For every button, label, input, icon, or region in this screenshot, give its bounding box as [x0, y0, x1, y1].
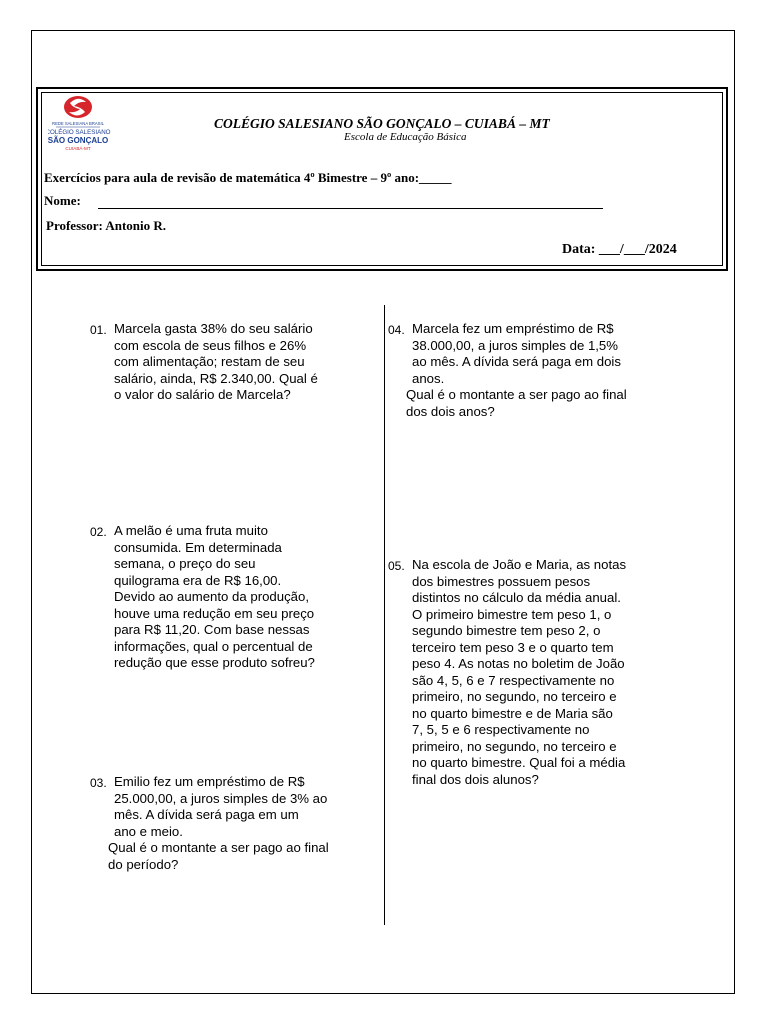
question-line: anos.: [412, 370, 445, 386]
question-03: [90, 774, 362, 873]
logo-name-line1: COLÉGIO SALESIANO: [48, 129, 111, 136]
question-line: o valor do salário de Marcela?: [114, 387, 291, 402]
question-line: Devido ao aumento da produção,: [114, 589, 310, 604]
question-line: 7, 5, 5 e 6 respectivamente no: [412, 722, 590, 737]
question-line: com alimentação; restam de seu: [114, 354, 305, 369]
nome-label: Nome:: [44, 193, 81, 208]
question-line: A melão é uma fruta muito: [114, 523, 268, 538]
question-02: [90, 523, 370, 672]
question-line: Emilio fez um empréstimo de R$: [114, 774, 305, 789]
question-line: Qual é o montante a ser pago ao final: [108, 840, 329, 855]
question-number: 01.: [90, 323, 107, 337]
question-line: com escola de seus filhos e 26%: [114, 337, 307, 353]
logo-city: CUIABÁ-MT: [65, 146, 91, 151]
question-line: informações, qual o percentual de: [114, 638, 313, 654]
logo-top-text: REDE SALESIANA BRASIL: [52, 121, 104, 126]
question-line: Qual é o montante a ser pago ao final: [406, 387, 627, 402]
question-line: peso 4. As notas no boletim de João: [412, 656, 625, 671]
question-line: segundo bimestre tem peso 2, o: [412, 623, 601, 638]
question-number: 02.: [90, 525, 107, 539]
question-line: Marcela fez um empréstimo de R$: [412, 321, 614, 336]
question-number: 03.: [90, 776, 107, 790]
question-04: [388, 321, 668, 420]
question-line: mês. A dívida será paga em um: [114, 807, 299, 822]
column-divider: [384, 305, 385, 925]
question-line: no quarto bimestre. Qual foi a média: [412, 755, 626, 770]
question-05: [388, 557, 668, 788]
question-line: redução que esse produto sofreu?: [114, 655, 315, 670]
question-line: primeiro, no segundo, no terceiro e: [412, 738, 617, 754]
question-line: O primeiro bimestre tem peso 1, o: [412, 606, 612, 622]
question-line: dos bimestres possuem pesos: [412, 573, 591, 589]
question-line: distintos no cálculo da média anual.: [412, 590, 621, 605]
question-line: Na escola de João e Maria, as notas: [412, 557, 627, 572]
question-line: primeiro, no segundo, no terceiro e: [412, 689, 617, 704]
question-line: do período?: [108, 856, 179, 872]
question-line: 25.000,00, a juros simples de 3% ao: [114, 790, 328, 806]
school-name: COLÉGIO SALESIANO SÃO GONÇALO – CUIABÁ – MT: [214, 116, 550, 131]
question-line: terceiro tem peso 3 e o quarto tem: [412, 639, 614, 655]
question-line: final dos dois alunos?: [412, 771, 539, 787]
question-line: quilograma era de R$ 16,00.: [114, 572, 282, 588]
question-line: semana, o preço do seu: [114, 556, 256, 571]
question-line: para R$ 11,20. Com base nessas: [114, 622, 310, 637]
school-subtitle: Escola de Educação Básica: [344, 131, 467, 143]
question-line: houve uma redução em seu preço: [114, 605, 315, 621]
question-01: [90, 321, 370, 404]
question-line: Marcela gasta 38% do seu salário: [114, 321, 313, 336]
date-line: Data: ___/___/2024: [562, 242, 677, 257]
logo-name-line2: SÃO GONÇALO: [48, 136, 109, 145]
question-number: 04.: [388, 323, 405, 337]
question-line: salário, ainda, R$ 2.340,00. Qual é: [114, 370, 318, 386]
nome-blank-line: [98, 208, 603, 209]
question-line: 38.000,00, a juros simples de 1,5%: [412, 337, 618, 353]
question-line: dos dois anos?: [406, 403, 495, 419]
question-line: ao mês. A dívida será paga em dois: [412, 354, 621, 369]
question-line: no quarto bimestre e de Maria são: [412, 705, 613, 721]
school-logo: [48, 93, 114, 163]
question-line: são 4, 5, 6 e 7 respectivamente no: [412, 672, 615, 688]
question-line: ano e meio.: [114, 823, 183, 839]
professor-line: Professor: Antonio R.: [46, 218, 167, 233]
question-number: 05.: [388, 559, 405, 573]
question-line: consumida. Em determinada: [114, 539, 282, 555]
worksheet-title: Exercícios para aula de revisão de matemática 4º Bimestre – 9º ano:_____: [44, 170, 452, 185]
